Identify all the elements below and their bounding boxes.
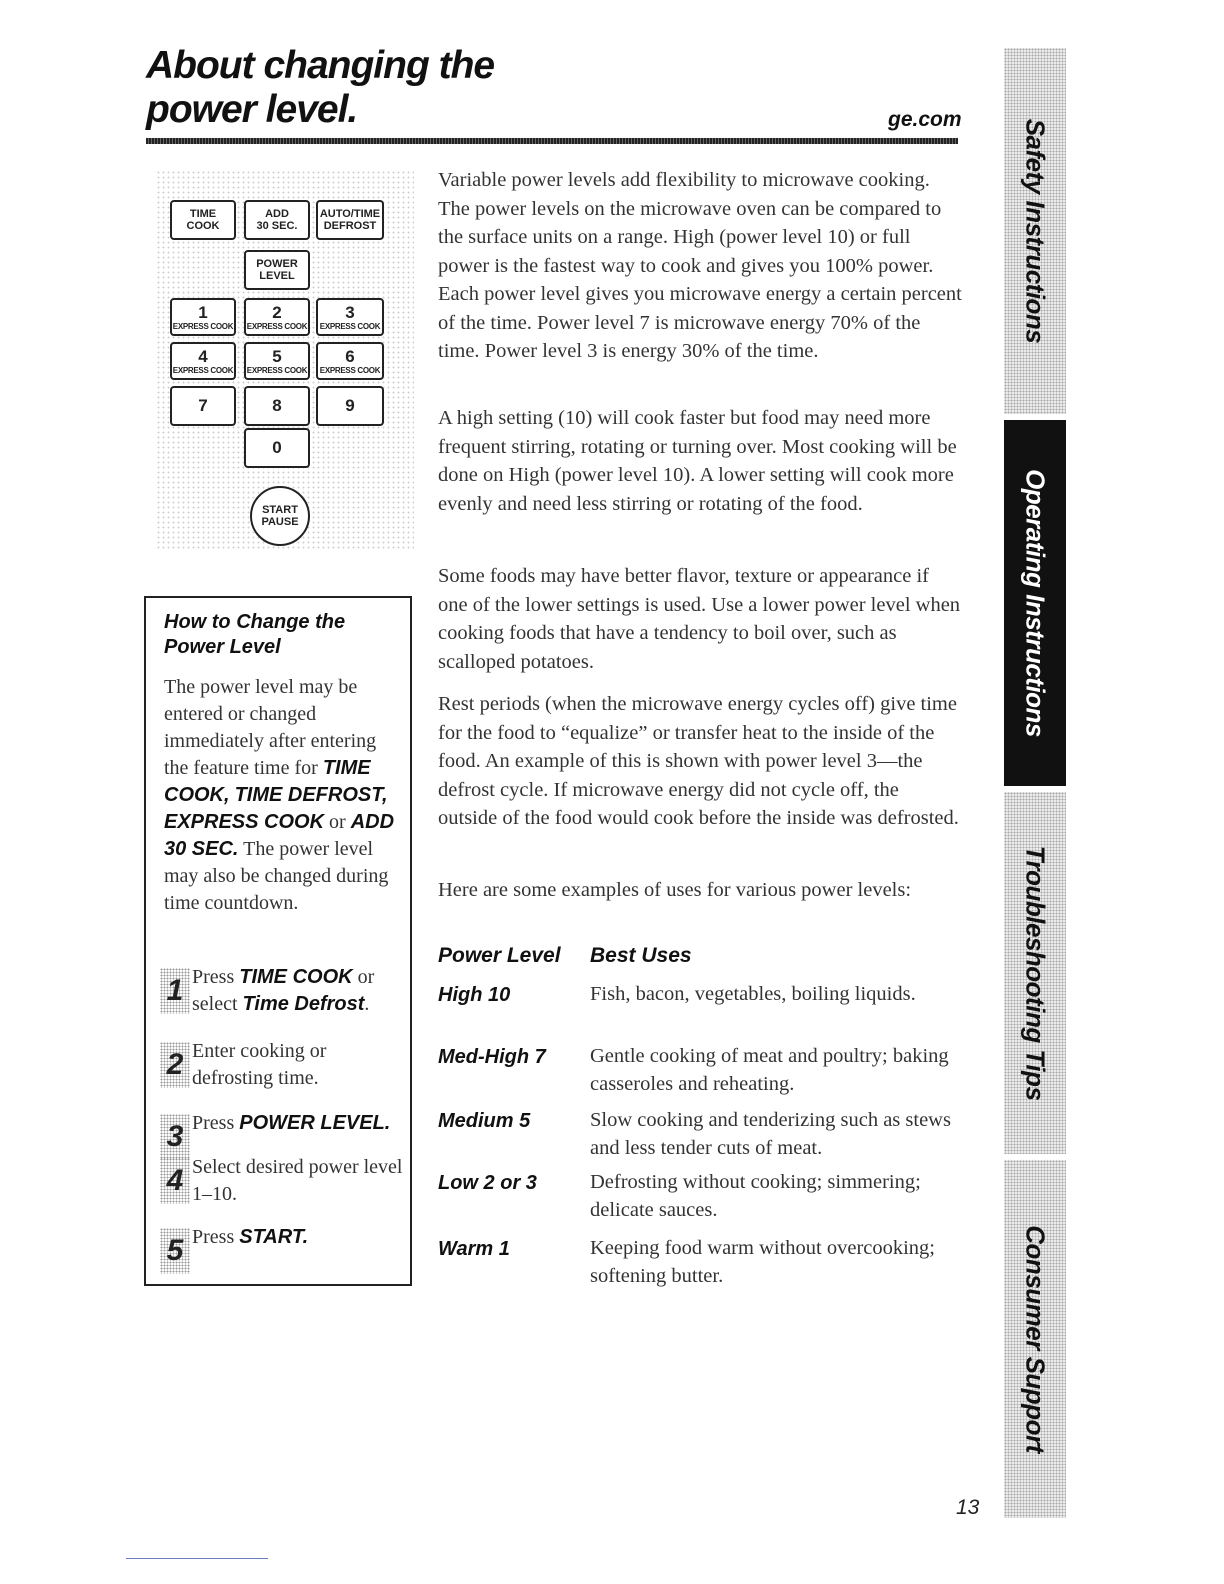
table-row-level: Warm 1 [438, 1238, 510, 1260]
digit-1-key: 1 EXPRESS COOK [170, 298, 236, 336]
section-tabs [1004, 48, 1066, 1518]
step-5: 5 Press START. [160, 1224, 410, 1251]
how-to-countdown-text: The power level may also be changed during time countdown. [164, 838, 389, 914]
step-number-4: 4 [160, 1158, 190, 1204]
digit-5-key: 5 EXPRESS COOK [244, 342, 310, 380]
paragraph-lower-settings: Some foods may have better flavor, texture or appearance if one of the lower settings is used. Use a lower power level when cooking foods that have a tendency to boil over, such as scalloped potatoes. [438, 565, 961, 673]
step-number-1: 1 [160, 968, 190, 1014]
digit-3-key: 3 EXPRESS COOK [316, 298, 384, 336]
keypad-illustration [156, 170, 414, 550]
table-row-level: High 10 [438, 984, 511, 1006]
how-to-box [144, 596, 412, 1286]
step-number-3: 3 [160, 1114, 190, 1160]
digit-6-key: 6 EXPRESS COOK [316, 342, 384, 380]
paragraph-high-setting: A high setting (10) will cook faster but food may need more frequent stirring, rotating or turning over. Most cooking will be done on High (power level 10). A lower setting will cook more evenly and need less stirring or rotating of the food. [438, 407, 957, 515]
digit-4-key: 4 EXPRESS COOK [170, 342, 236, 380]
step-1: 1 Press TIME COOK or select Time Defrost. [160, 964, 410, 1018]
tab-troubleshooting-tips[interactable]: Troubleshooting Tips [1004, 792, 1066, 1154]
table-header-best-uses: Best Uses [590, 944, 692, 967]
step-3: 3 Press POWER LEVEL. [160, 1110, 410, 1137]
table-row-use: Keeping food warm without overcooking; softening butter. [590, 1237, 936, 1287]
digit-0-key: 0 [244, 428, 310, 468]
add-30-sec-label: ADD 30 SEC. [164, 811, 395, 860]
tab-operating-instructions[interactable]: Operating Instructions [1004, 420, 1066, 786]
step-2: 2 Enter cooking or defrosting time. [160, 1038, 410, 1092]
table-row-use: Gentle cooking of meat and poultry; baking casseroles and reheating. [590, 1045, 949, 1095]
table-row-level: Low 2 or 3 [438, 1172, 537, 1194]
time-cook-label: TIME COOK, [164, 757, 371, 806]
page-title [146, 44, 494, 132]
table-header-power-level: Power Level [438, 944, 561, 967]
footer-line [126, 1558, 268, 1559]
start-pause-key: START PAUSE [250, 486, 310, 546]
paragraph-variable-power: Variable power levels add flexibility to microwave cooking. The power levels on the microwave oven can be compared to the surface units on a range. High (power level 10) or full power is the fastest way to cook and gives you 100% power. Each power level gives you microwave energy a certain percent of the time. Power level 7 is microwave energy 70% of the time. Power level 3 is energy 30% of the time. [438, 169, 962, 362]
how-to-intro-text: The power level may be entered or changed immediately after entering the feature time for [164, 676, 377, 779]
how-to-title: How to Change the Power Level [164, 611, 346, 658]
digit-2-key: 2 EXPRESS COOK [244, 298, 310, 336]
page-number: 13 [956, 1496, 980, 1519]
table-row-level: Med-High 7 [438, 1046, 546, 1068]
table-row-use: Defrosting without cooking; simmering; delicate sauces. [590, 1171, 921, 1221]
digit-8-key: 8 [244, 386, 310, 426]
paragraph-examples-intro: Here are some examples of uses for various power levels: [438, 879, 912, 901]
digit-7-key: 7 [170, 386, 236, 426]
table-row-use: Fish, bacon, vegetables, boiling liquids. [590, 983, 916, 1005]
page-title-line-2: power level. [146, 88, 358, 131]
time-defrost-express-label: TIME DEFROST, EXPRESS COOK [164, 784, 388, 833]
header-rule [146, 138, 958, 144]
auto-time-defrost-key: AUTO/TIME DEFROST [316, 200, 384, 240]
paragraph-rest-periods: Rest periods (when the microwave energy cycles off) give time for the food to “equalize” or transfer heat to the inside of the food. An example of this is shown with power level 3—the defrost cycle. If microwave energy did not cycle off, the outside of the food would cook before the inside was defrosted. [438, 693, 959, 829]
tab-consumer-support[interactable]: Consumer Support [1004, 1160, 1066, 1518]
or-text: or [329, 811, 346, 833]
add-30-sec-key: ADD 30 SEC. [244, 200, 310, 240]
table-row-level: Medium 5 [438, 1110, 531, 1132]
time-cook-key: TIME COOK [170, 200, 236, 240]
step-4: 4 Select desired power level 1–10. [160, 1154, 410, 1208]
table-row-use: Slow cooking and tenderizing such as stews and less tender cuts of meat. [590, 1109, 951, 1159]
how-to-intro [164, 674, 404, 917]
digit-9-key: 9 [316, 386, 384, 426]
page-title-line-1: About changing the [146, 44, 495, 87]
site-url[interactable]: ge.com [888, 108, 962, 131]
step-number-5: 5 [160, 1228, 190, 1274]
power-level-key: POWER LEVEL [244, 250, 310, 290]
step-number-2: 2 [160, 1042, 190, 1088]
tab-safety-instructions[interactable]: Safety Instructions [1004, 48, 1066, 414]
